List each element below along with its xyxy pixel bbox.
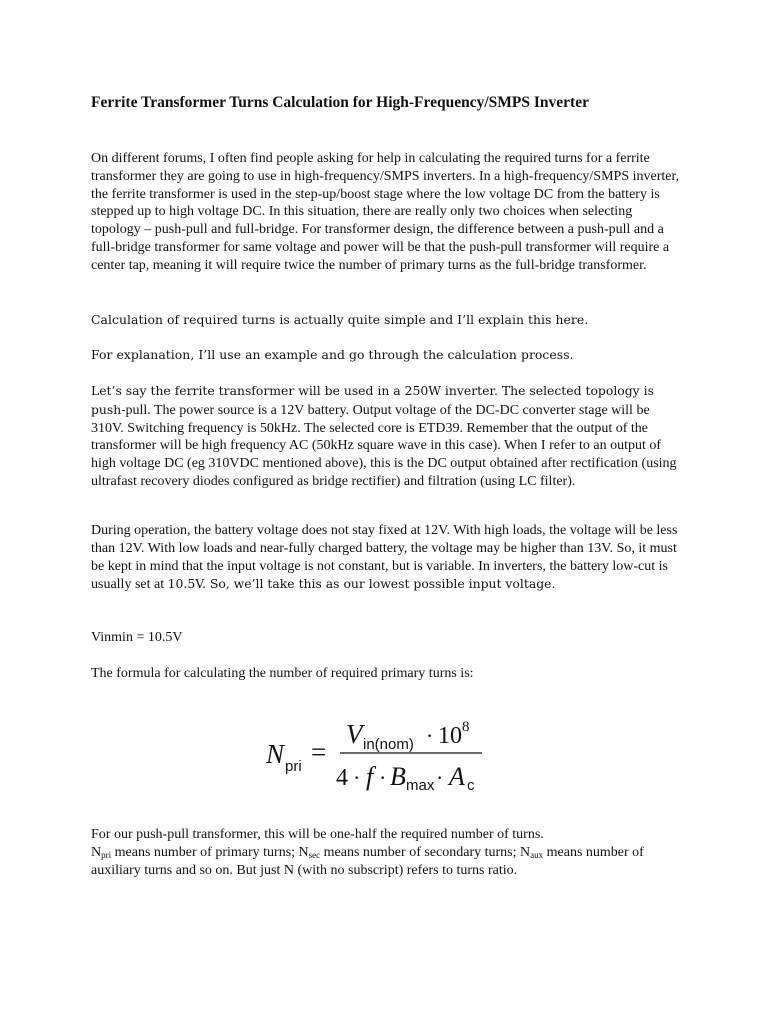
notation-aux-text: means number of auxiliary turns and so on. But just N (with no subscript) refers to turns ratio. xyxy=(91,845,644,878)
formula-b-subscript: max xyxy=(406,777,435,794)
formula-v: V xyxy=(346,719,363,749)
paragraph-formula-intro: The formula for calculating the number of required primary turns is: xyxy=(91,666,474,681)
formula-a: A xyxy=(449,762,465,791)
notation-n-pri: N xyxy=(91,845,102,860)
formula-n-subscript: pri xyxy=(285,758,302,775)
turns-formula xyxy=(266,716,506,796)
formula-four: 4 xyxy=(336,765,348,791)
paragraph-calculation-simple: Calculation of required turns is actually quite simple and I’ll explain this here. xyxy=(91,312,589,327)
formula-a-subscript: c xyxy=(467,777,475,794)
formula-denominator-dot-1: · xyxy=(353,765,361,790)
formula-exponent: 8 xyxy=(462,719,470,735)
notation-n-sec: N xyxy=(298,845,309,860)
paragraph-push-pull-half: For our push-pull transformer, this will be one-half the required number of turns. xyxy=(91,827,544,842)
formula-n: N xyxy=(266,739,285,769)
formula-b: B xyxy=(390,762,406,791)
formula-ten: 10 xyxy=(438,723,462,749)
notation-pri-text: means number of primary turns; xyxy=(111,845,299,860)
notation-sec-subscript: sec xyxy=(308,850,321,860)
vinmin-value: Vinmin = 10.5V xyxy=(91,630,183,645)
formula-v-subscript: in(nom) xyxy=(363,736,414,753)
paragraph-notation xyxy=(91,844,685,880)
turns-formula-svg xyxy=(266,716,506,796)
formula-equals: = xyxy=(311,737,327,767)
document-title: Ferrite Transformer Turns Calculation for High-Frequency/SMPS Inverter xyxy=(91,94,589,111)
formula-denominator-dot-3: · xyxy=(436,765,444,790)
notation-pri-subscript: pri xyxy=(101,850,112,860)
paragraph-example-rest: pull. The power source is a 12V battery. Output voltage of the DC-DC converter stage will be 310V. Switching frequency is 50kHz. The selected core is ETD39. Remember that the output of the transformer will be high frequency AC (50kHz square wave in this case). When I refer to an output of high voltage DC (eg 310VDC mentioned above), this is the DC output obtained after rectification (using ultrafast recovery diodes configured as bridge rectifier) and filtration (using LC filter). xyxy=(91,402,677,489)
paragraph-operation-start: During operation, the battery voltage does not stay fixed at 12V. With high loads, the voltage will be less than 12V. With low loads and near-fully charged battery, the voltage may be higher than 13V. So, it must be kept in mind that the input voltage is not constant, but is variable. In inverters, the battery low-cut is usually set at xyxy=(91,523,678,593)
notation-n-aux: N xyxy=(520,845,531,860)
formula-denominator-dot-2: · xyxy=(379,765,387,790)
paragraph-example-start: Let’s say the ferrite transformer will be used in a 250W inverter. The selected topology is push- xyxy=(91,383,654,417)
paragraph-operation-end: 10.5V. So, we’ll take this as our lowest possible input voltage. xyxy=(167,576,556,592)
paragraph-operation xyxy=(91,522,685,594)
formula-numerator-dot: · xyxy=(426,723,434,748)
formula-f: f xyxy=(366,762,374,791)
paragraph-explanation: For explanation, I’ll use an example and go through the calculation process. xyxy=(91,347,574,362)
notation-aux-subscript: aux xyxy=(530,850,544,860)
notation-sec-text: means number of secondary turns; xyxy=(320,845,520,860)
paragraph-example xyxy=(91,382,685,491)
paragraph-intro: On different forums, I often find people asking for help in calculating the required turns for a ferrite transformer they are going to use in high-frequency/SMPS inverters. In a high-frequency/SMPS inverter, the ferrite transformer is used in the step-up/boost stage where the low voltage DC from the battery is stepped up to high voltage DC. In this situation, there are really only two choices when selecting topology – push-pull and full-bridge. For transformer design, the difference between a push-pull and a full-bridge transformer for same voltage and power will be that the push-pull transformer will require a center tap, meaning it will require twice the number of primary turns as the full-bridge transformer. xyxy=(91,151,680,273)
